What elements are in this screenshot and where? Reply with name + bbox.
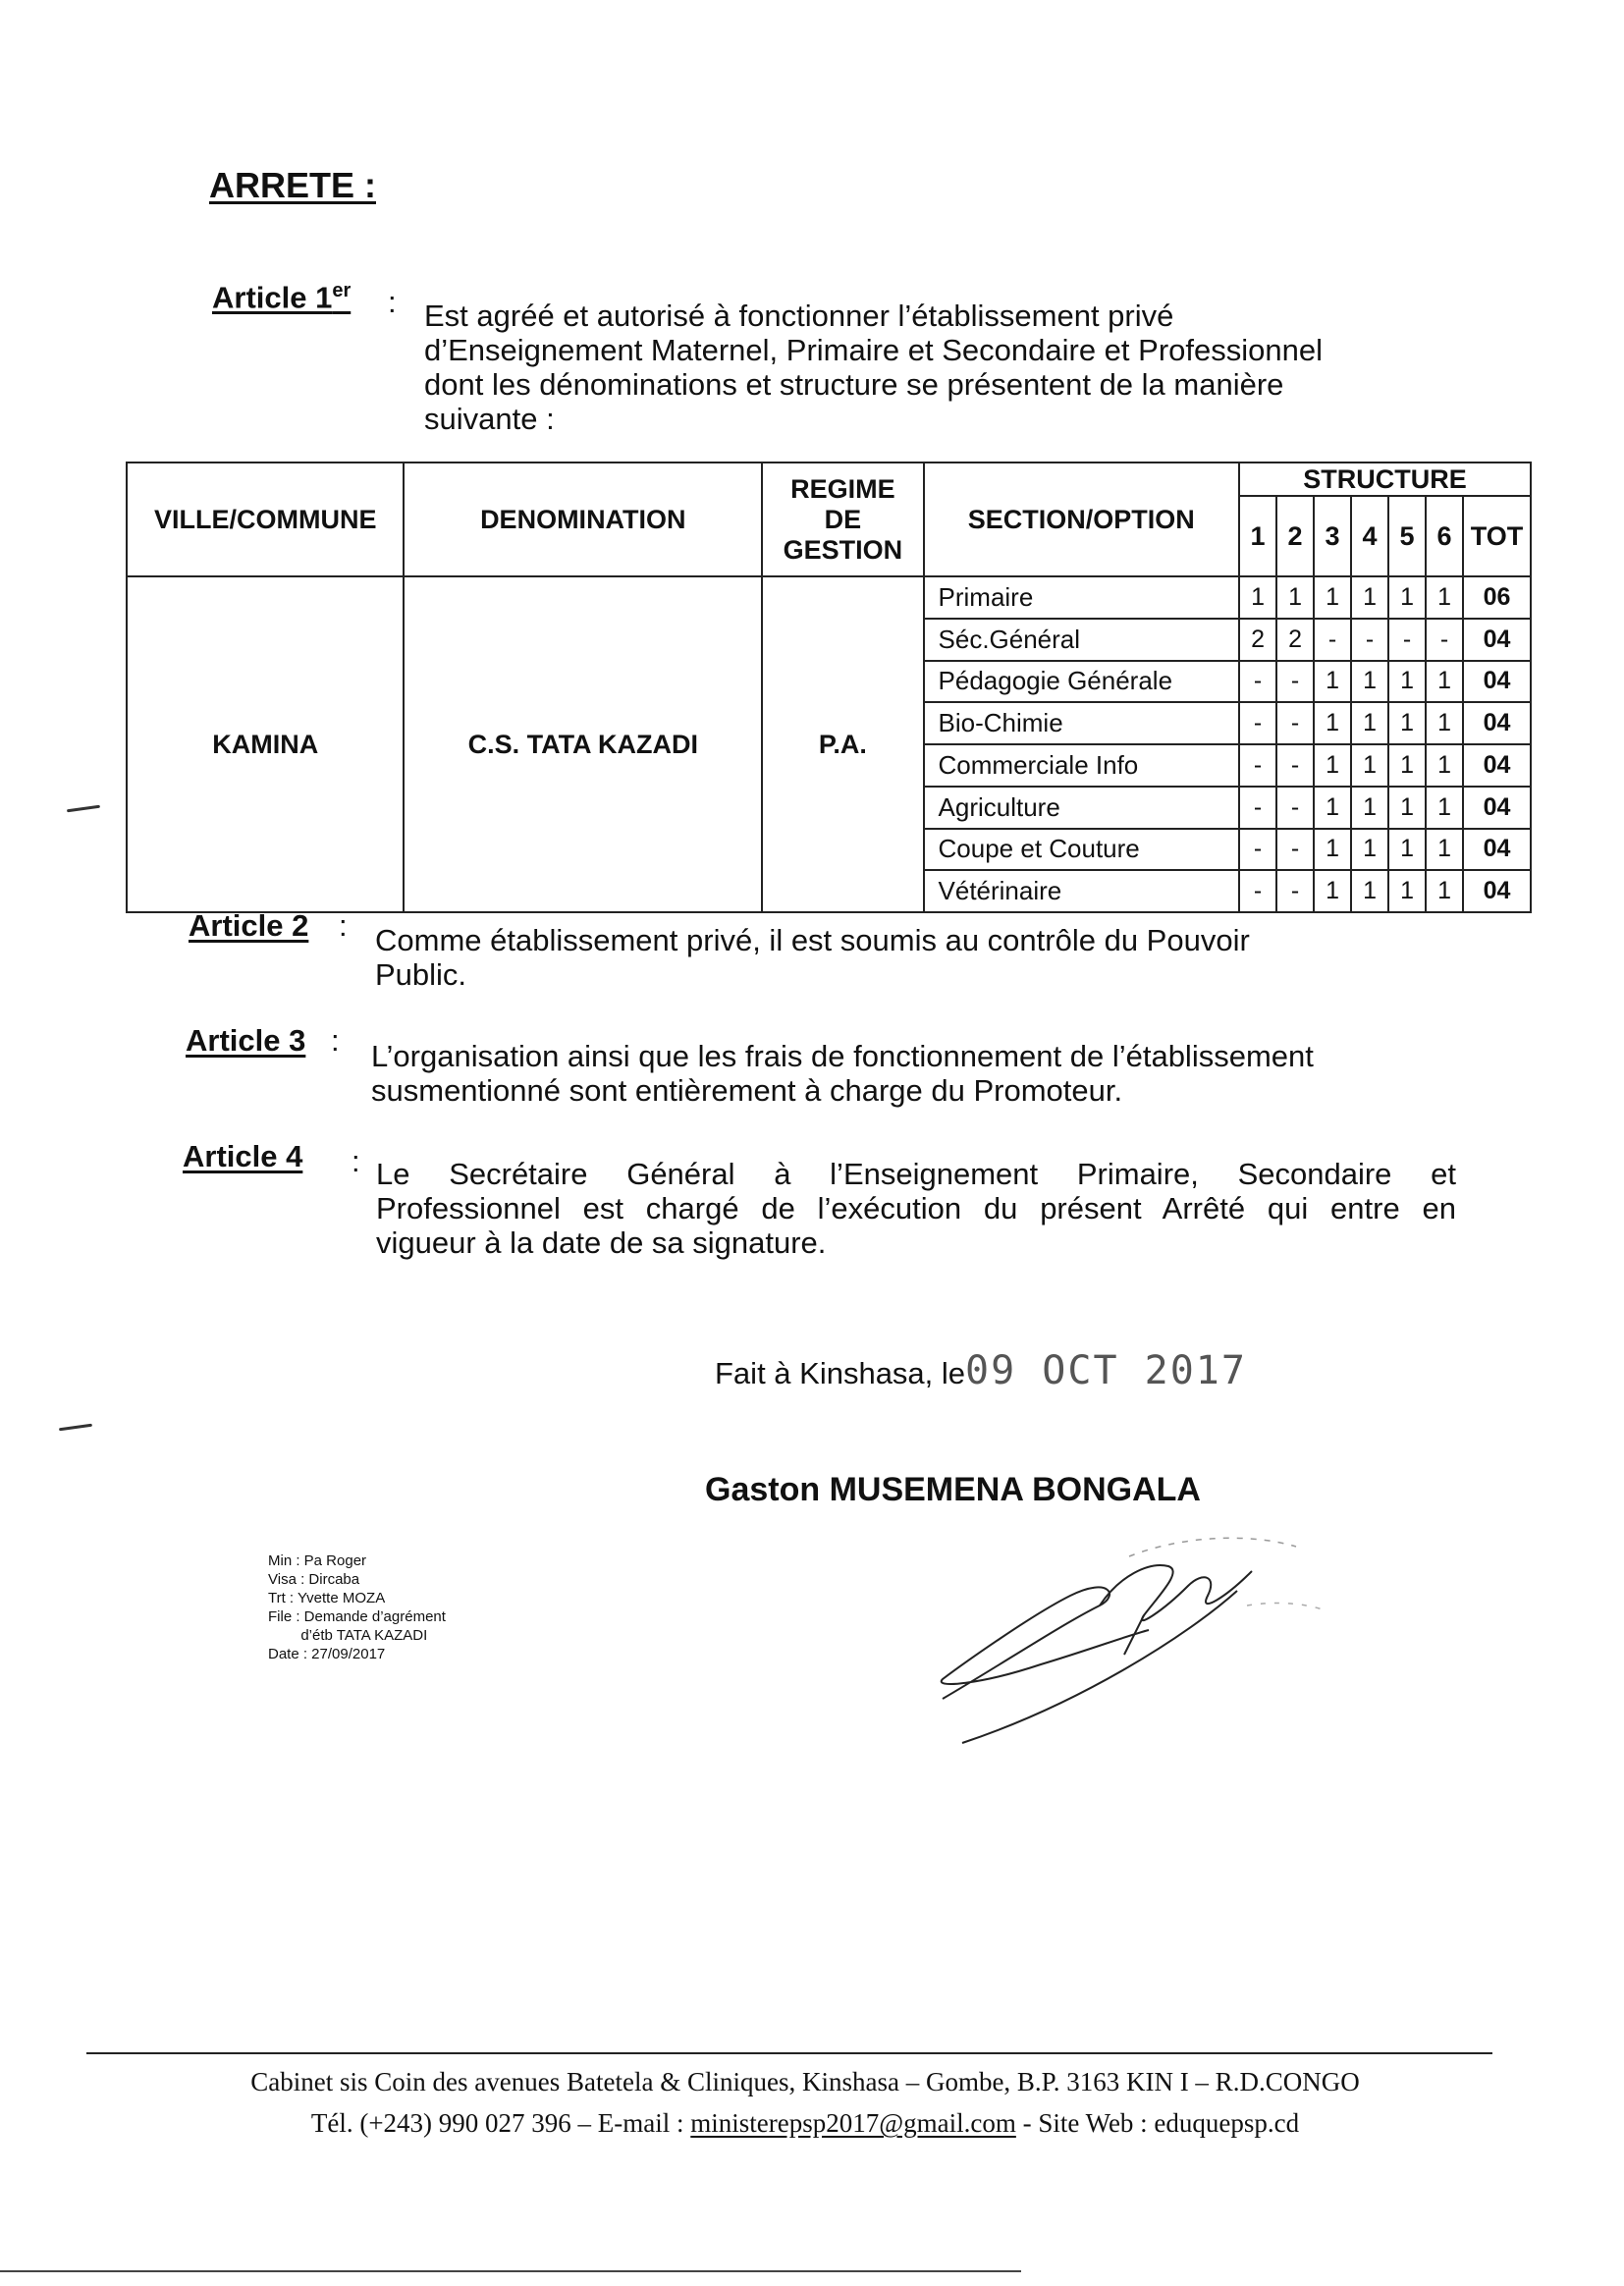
cell-level: - <box>1314 619 1351 661</box>
place-date-prefix: Fait à Kinshasa, le <box>715 1356 966 1390</box>
cell-level: 1 <box>1314 787 1351 829</box>
footer-contacts <box>167 2108 1443 2139</box>
reference-block <box>268 1551 446 1663</box>
article-1-line: suivante : <box>424 402 555 436</box>
header-structure: STRUCTURE <box>1239 463 1531 496</box>
margin-mark <box>59 1424 92 1432</box>
cell-level: - <box>1276 787 1314 829</box>
cell-level: 1 <box>1426 702 1463 744</box>
article-3-colon: : <box>331 1023 340 1058</box>
cell-total: 04 <box>1463 702 1531 744</box>
article-4-colon: : <box>352 1144 360 1178</box>
reference-line: Visa : Dircaba <box>268 1571 360 1588</box>
cell-level: 1 <box>1426 787 1463 829</box>
article-2-text <box>375 923 1455 992</box>
header-level-1: 1 <box>1239 496 1276 576</box>
cell-level: 2 <box>1239 619 1276 661</box>
cell-level: - <box>1276 829 1314 871</box>
page-bottom-rule <box>0 2270 1021 2272</box>
cell-section: Coupe et Couture <box>924 829 1240 871</box>
article-4-label: Article 4 <box>183 1139 303 1173</box>
cell-level: 1 <box>1351 661 1388 703</box>
header-level-6: 6 <box>1426 496 1463 576</box>
article-3-line: susmentionné sont entièrement à charge du Promoteur. <box>371 1073 1123 1108</box>
cell-level: 1 <box>1388 661 1426 703</box>
cell-level: - <box>1239 661 1276 703</box>
header-regime-line: REGIME <box>790 473 895 504</box>
cell-section: Pédagogie Générale <box>924 661 1240 703</box>
cell-level: - <box>1351 619 1388 661</box>
cell-total: 04 <box>1463 787 1531 829</box>
article-1-line: dont les dénominations et structure se présentent de la manière <box>424 367 1284 402</box>
cell-section: Vétérinaire <box>924 870 1240 912</box>
article-3-line: L’organisation ainsi que les frais de fonctionnement de l’établissement <box>371 1039 1314 1073</box>
header-denomination: DENOMINATION <box>404 463 762 576</box>
cell-denomination: C.S. TATA KAZADI <box>404 576 762 912</box>
cell-level: 1 <box>1388 744 1426 787</box>
cell-level: 1 <box>1388 870 1426 912</box>
cell-level: - <box>1239 787 1276 829</box>
cell-level: - <box>1276 661 1314 703</box>
cell-level: 1 <box>1351 787 1388 829</box>
cell-level: 1 <box>1426 661 1463 703</box>
cell-level: 1 <box>1314 702 1351 744</box>
cell-level: 1 <box>1314 829 1351 871</box>
cell-level: - <box>1276 744 1314 787</box>
article-1-label-text: Article 1 <box>212 280 333 315</box>
cell-level: 1 <box>1314 870 1351 912</box>
signature <box>923 1517 1335 1748</box>
header-level-2: 2 <box>1276 496 1314 576</box>
signatory-name: Gaston MUSEMENA BONGALA <box>705 1471 1201 1508</box>
header-level-5: 5 <box>1388 496 1426 576</box>
document-heading: ARRETE : <box>209 165 376 205</box>
cell-section: Commerciale Info <box>924 744 1240 787</box>
cell-section: Agriculture <box>924 787 1240 829</box>
article-2-line: Public. <box>375 957 467 992</box>
footer-address: Cabinet sis Coin des avenues Batetela & Cliniques, Kinshasa – Gombe, B.P. 3163 KIN I – R.D.CONGO <box>250 2067 1360 2096</box>
header-section: SECTION/OPTION <box>924 463 1240 576</box>
cell-level: 1 <box>1314 661 1351 703</box>
place-date <box>715 1348 1247 1393</box>
cell-level: - <box>1388 619 1426 661</box>
cell-level: 1 <box>1314 744 1351 787</box>
reference-line: File : Demande d’agrément <box>268 1608 446 1625</box>
cell-total: 06 <box>1463 576 1531 619</box>
article-4-line: vigueur à la date de sa signature. <box>376 1225 827 1260</box>
cell-level: 1 <box>1388 787 1426 829</box>
cell-total: 04 <box>1463 661 1531 703</box>
cell-level: 1 <box>1388 702 1426 744</box>
cell-total: 04 <box>1463 870 1531 912</box>
header-level-3: 3 <box>1314 496 1351 576</box>
cell-level: 1 <box>1426 576 1463 619</box>
header-ville: VILLE/COMMUNE <box>127 463 404 576</box>
margin-mark <box>67 805 100 813</box>
cell-level: 1 <box>1426 744 1463 787</box>
reference-line: Trt : Yvette MOZA <box>268 1590 386 1606</box>
cell-level: 2 <box>1276 619 1314 661</box>
article-4-text <box>376 1157 1456 1260</box>
article-1-line: d’Enseignement Maternel, Primaire et Secondaire et Professionnel <box>424 333 1323 367</box>
reference-line: Min : Pa Roger <box>268 1552 367 1569</box>
structure-table <box>126 462 1532 913</box>
article-1-label-sup: er <box>332 280 352 301</box>
header-regime-line: DE <box>824 504 862 534</box>
header-regime <box>762 463 923 576</box>
article-1-colon: : <box>388 285 397 319</box>
cell-level: 1 <box>1351 576 1388 619</box>
footer-email-link[interactable]: ministerepsp2017@gmail.com <box>690 2108 1016 2138</box>
footer-tel: Tél. (+243) 990 027 396 – E-mail : <box>310 2108 691 2138</box>
cell-level: 1 <box>1314 576 1351 619</box>
cell-total: 04 <box>1463 829 1531 871</box>
reference-line: d’étb TATA KAZADI <box>268 1627 428 1644</box>
cell-total: 04 <box>1463 619 1531 661</box>
cell-level: 1 <box>1351 870 1388 912</box>
cell-level: 1 <box>1276 576 1314 619</box>
cell-level: 1 <box>1239 576 1276 619</box>
footer-rule <box>86 2052 1492 2054</box>
cell-level: - <box>1239 702 1276 744</box>
cell-level: 1 <box>1351 702 1388 744</box>
cell-section: Bio-Chimie <box>924 702 1240 744</box>
cell-level: - <box>1239 870 1276 912</box>
article-1-label <box>212 280 351 315</box>
article-3-label: Article 3 <box>186 1023 306 1058</box>
cell-level: 1 <box>1388 576 1426 619</box>
header-level-tot: TOT <box>1463 496 1531 576</box>
cell-level: 1 <box>1426 870 1463 912</box>
cell-level: 1 <box>1351 744 1388 787</box>
article-3-text <box>371 1039 1490 1108</box>
article-1-line: Est agréé et autorisé à fonctionner l’établissement privé <box>424 299 1174 333</box>
cell-level: - <box>1276 702 1314 744</box>
date-stamp: 09 OCT 2017 <box>965 1348 1247 1393</box>
table-row <box>127 576 1531 619</box>
article-4-line: Le Secrétaire Général à l’Enseignement Primaire, Secondaire et <box>376 1157 1456 1191</box>
cell-ville: KAMINA <box>127 576 404 912</box>
cell-level: - <box>1239 829 1276 871</box>
article-4-line: Professionnel est chargé de l’exécution du présent Arrêté qui entre en <box>376 1191 1456 1225</box>
reference-line: Date : 27/09/2017 <box>268 1646 386 1662</box>
cell-regime: P.A. <box>762 576 923 912</box>
cell-level: - <box>1276 870 1314 912</box>
article-2-line: Comme établissement privé, il est soumis au contrôle du Pouvoir <box>375 923 1250 957</box>
header-regime-line: GESTION <box>783 534 903 565</box>
cell-level: 1 <box>1388 829 1426 871</box>
article-1-text <box>424 299 1455 436</box>
cell-level: 1 <box>1351 829 1388 871</box>
footer-site: - Site Web : eduquepsp.cd <box>1015 2108 1300 2138</box>
cell-level: 1 <box>1426 829 1463 871</box>
cell-total: 04 <box>1463 744 1531 787</box>
cell-section: Primaire <box>924 576 1240 619</box>
cell-section: Séc.Général <box>924 619 1240 661</box>
article-2-label: Article 2 <box>189 908 309 943</box>
header-level-4: 4 <box>1351 496 1388 576</box>
cell-level: - <box>1426 619 1463 661</box>
cell-level: - <box>1239 744 1276 787</box>
article-2-colon: : <box>339 908 348 943</box>
